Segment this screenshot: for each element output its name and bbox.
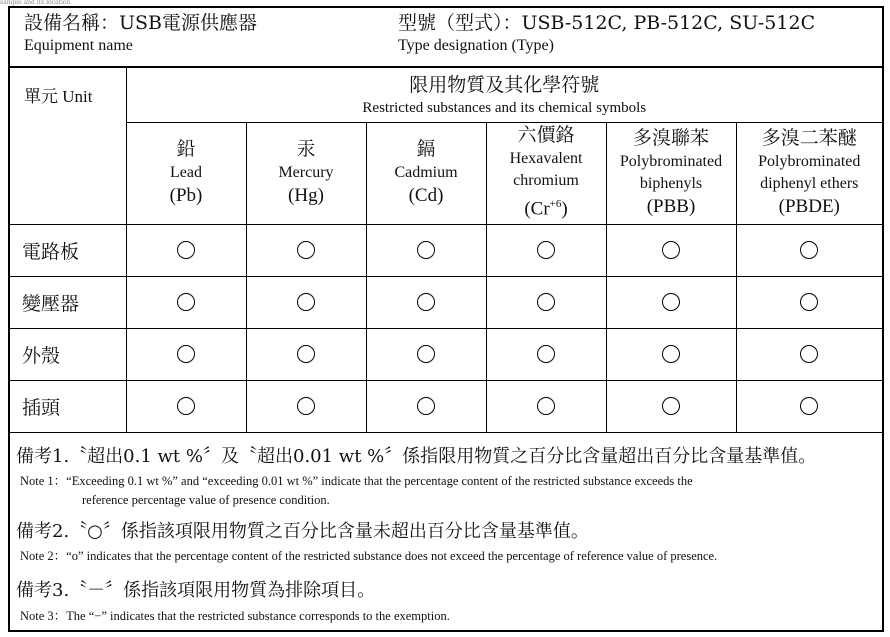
column-en: Cadmium [394, 164, 458, 181]
circle-icon [297, 241, 315, 259]
column-zh: 多溴聯苯 [632, 128, 709, 149]
table-row [10, 328, 882, 380]
note-1-zh: 備考1.〝超出0.1 wt %〞及〝超出0.01 wt %〞係指限用物質之百分比含量超出百分比含量基準值。 [16, 446, 817, 467]
circle-icon [662, 397, 680, 415]
circle-icon [177, 397, 195, 415]
circle-icon [417, 293, 435, 311]
compliance-mark [736, 276, 882, 328]
compliance-mark [246, 276, 366, 328]
circle-icon [297, 293, 315, 311]
circle-icon [537, 397, 555, 415]
column-zh: 鉛 [176, 139, 196, 160]
column-en-line1: Hexavalent [509, 150, 583, 168]
table-row [10, 224, 882, 276]
compliance-mark [126, 224, 246, 276]
column-zh: 汞 [296, 139, 316, 160]
column-en-line2: biphenyls [639, 175, 703, 192]
compliance-mark [486, 328, 606, 380]
note-1-en-line2: reference percentage value of presence condition. [82, 493, 330, 507]
circle-icon [537, 241, 555, 259]
compliance-mark [246, 380, 366, 432]
equipment-name-zh: 設備名稱：USB電源供應器 [24, 12, 257, 34]
compliance-mark [246, 224, 366, 276]
compliance-mark [606, 380, 736, 432]
compliance-mark [126, 276, 246, 328]
row-name-circuit-board: 電路板 [10, 224, 126, 276]
compliance-mark [126, 380, 246, 432]
compliance-mark [126, 328, 246, 380]
note-1-en [20, 472, 693, 510]
circle-icon [297, 397, 315, 415]
restricted-substances-table [10, 66, 882, 433]
circle-icon [417, 345, 435, 363]
column-header-hexavalent-chromium [486, 122, 606, 224]
column-symbol: (PBDE) [778, 196, 840, 217]
note-3-zh: 備考3.〝－〞係指該項限用物質為排除項目。 [16, 580, 376, 601]
column-zh: 多溴二苯醚 [761, 128, 857, 149]
compliance-mark [366, 276, 486, 328]
circle-icon [662, 293, 680, 311]
circle-icon [800, 397, 818, 415]
compliance-mark [606, 224, 736, 276]
note-2-en: Note 2：“o” indicates that the percentage content of the restricted substance does not exceed the percentage of reference value of presence. [20, 549, 718, 563]
circle-icon [177, 345, 195, 363]
type-designation-zh: 型號（型式）：USB-512C, PB-512C, SU-512C [398, 12, 816, 34]
column-header-pbb [606, 122, 736, 224]
column-en-line2: chromium [513, 172, 579, 190]
restricted-substances-zh: 限用物質及其化學符號 [409, 74, 600, 96]
column-en-line2: diphenyl ethers [760, 175, 859, 192]
symbol-end: ) [561, 198, 568, 220]
circle-icon [537, 293, 555, 311]
note-3-en: Note 3：The “−” indicates that the restricted substance corresponds to the exemption. [20, 609, 450, 623]
note-2-zh: 備考2.〝○〞係指該項限用物質之百分比含量未超出百分比含量基準值。 [16, 521, 589, 542]
circle-icon [800, 293, 818, 311]
column-zh: 鎘 [416, 139, 436, 160]
table-row [10, 276, 882, 328]
column-symbol: (PBB) [646, 196, 696, 217]
column-header-cadmium [366, 122, 486, 224]
circle-icon [800, 345, 818, 363]
compliance-mark [246, 328, 366, 380]
column-en-line1: Polybrominated [758, 153, 861, 170]
row-name-plug: 插頭 [10, 380, 126, 432]
restricted-substances-en: Restricted substances and its chemical symbols [362, 99, 647, 116]
circle-icon [417, 397, 435, 415]
column-zh: 六價鉻 [517, 125, 575, 147]
note-1-en-line1: Note 1：“Exceeding 0.1 wt %” and “exceeding 0.01 wt %” indicate that the percentage content of the restricted substance exceeds the [20, 474, 693, 488]
compliance-mark [736, 380, 882, 432]
compliance-mark [486, 380, 606, 432]
symbol-base: (Cr [524, 198, 550, 220]
symbol-superscript: +6 [549, 198, 562, 211]
equipment-name-cell [24, 12, 257, 58]
clipped-caption: sample and its location [0, 0, 71, 6]
equipment-header [10, 8, 882, 68]
compliance-mark [486, 224, 606, 276]
compliance-mark [366, 224, 486, 276]
circle-icon [662, 241, 680, 259]
unit-header: 單元 Unit [10, 66, 126, 224]
compliance-mark [486, 276, 606, 328]
equipment-name-en: Equipment name [24, 37, 133, 54]
circle-icon [800, 241, 818, 259]
circle-icon [177, 241, 195, 259]
compliance-mark [736, 224, 882, 276]
compliance-mark [366, 380, 486, 432]
compliance-mark [606, 276, 736, 328]
compliance-mark [736, 328, 882, 380]
rohs-declaration-sheet [8, 6, 884, 632]
column-symbol: (Cd) [408, 185, 444, 206]
type-designation-cell [398, 12, 815, 58]
column-header-pbde [736, 122, 882, 224]
column-en: Mercury [278, 164, 334, 181]
circle-icon [297, 345, 315, 363]
column-header-mercury [246, 122, 366, 224]
restricted-substances-header [126, 66, 882, 122]
compliance-mark [606, 328, 736, 380]
row-name-housing: 外殼 [10, 328, 126, 380]
circle-icon [662, 345, 680, 363]
circle-icon [177, 293, 195, 311]
column-header-lead [126, 122, 246, 224]
circle-icon [537, 345, 555, 363]
column-en-line1: Polybrominated [619, 153, 723, 170]
row-name-transformer: 變壓器 [10, 276, 126, 328]
column-symbol [487, 192, 606, 221]
type-designation-en: Type designation (Type) [398, 37, 554, 54]
column-symbol: (Pb) [169, 185, 203, 206]
column-en: Lead [170, 164, 202, 181]
circle-icon [417, 241, 435, 259]
table-row [10, 380, 882, 432]
compliance-mark [366, 328, 486, 380]
column-symbol: (Hg) [288, 185, 324, 206]
